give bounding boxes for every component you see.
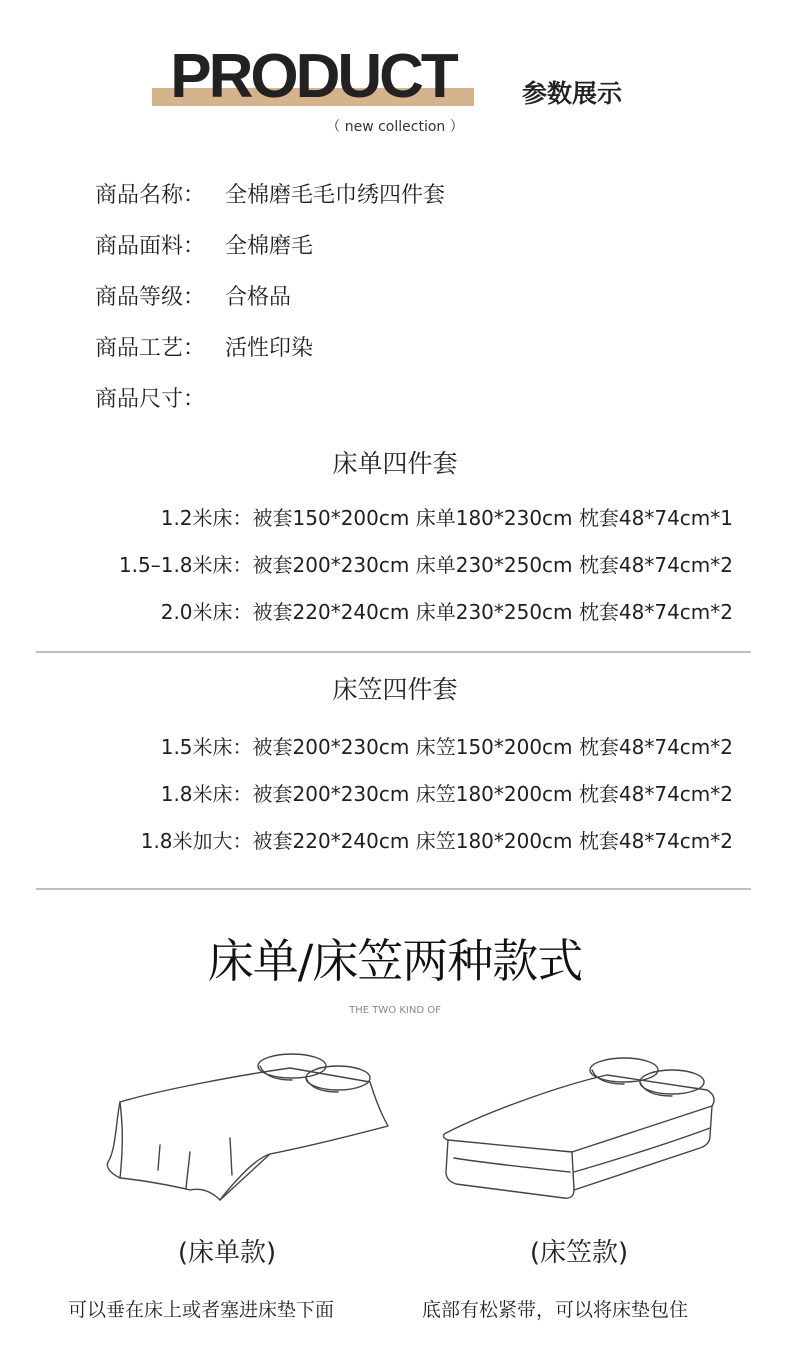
param-row bbox=[95, 229, 445, 280]
size-spec: 被套220*240cm 床笠180*200cm 枕套48*74cm*2 bbox=[252, 829, 733, 853]
flat-sheet-section-title: 床单四件套 bbox=[332, 449, 458, 478]
size-label: 1.2米床： bbox=[160, 506, 253, 530]
param-value: 全棉磨毛毛巾绣四件套 bbox=[225, 183, 446, 208]
two-kind-subtitle: THE TWO KIND OF bbox=[349, 1005, 441, 1016]
param-value: 合格品 bbox=[225, 285, 292, 310]
param-row bbox=[95, 382, 445, 433]
size-row bbox=[0, 594, 733, 641]
two-kind-title: 床单/床笠两种款式 bbox=[207, 934, 583, 988]
fitted-sheet-note: 底部有松紧带，可以将床垫包住 bbox=[422, 1299, 689, 1321]
param-key: 商品等级： bbox=[95, 285, 206, 310]
size-row bbox=[0, 823, 733, 870]
size-spec: 被套200*230cm 床单230*250cm 枕套48*74cm*2 bbox=[252, 553, 733, 577]
flat-sheet-note: 可以垂在床上或者塞进床垫下面 bbox=[68, 1299, 335, 1321]
param-key: 商品工艺： bbox=[95, 336, 206, 361]
param-value: 全棉磨毛 bbox=[225, 234, 314, 259]
size-spec: 被套200*230cm 床笠180*200cm 枕套48*74cm*2 bbox=[252, 782, 733, 806]
size-spec: 被套150*200cm 床单180*230cm 枕套48*74cm*1 bbox=[252, 506, 733, 530]
collection-tagline: （ new collection ） bbox=[326, 119, 464, 135]
fitted-sheet-section-title: 床笠四件套 bbox=[332, 675, 458, 704]
flat-sheet-caption: (床单款) bbox=[177, 1238, 277, 1268]
fitted-sheet-bed-icon bbox=[432, 1040, 722, 1224]
divider bbox=[36, 651, 751, 653]
page-title: PRODUCT bbox=[170, 42, 456, 111]
size-row bbox=[0, 729, 733, 776]
product-params bbox=[95, 178, 445, 433]
page-subtitle: 参数展示 bbox=[522, 79, 623, 108]
param-row bbox=[95, 280, 445, 331]
param-key: 商品尺寸： bbox=[95, 387, 206, 412]
header bbox=[0, 0, 790, 150]
size-row bbox=[0, 776, 733, 823]
size-row bbox=[0, 500, 733, 547]
flat-sheet-size-list bbox=[0, 500, 733, 641]
param-key: 商品面料： bbox=[95, 234, 206, 259]
param-row bbox=[95, 331, 445, 382]
param-value: 活性印染 bbox=[225, 336, 314, 361]
param-key: 商品名称： bbox=[95, 183, 206, 208]
fitted-sheet-caption: (床笠款) bbox=[529, 1238, 629, 1268]
param-row bbox=[95, 178, 445, 229]
flat-sheet-bed-icon bbox=[100, 1040, 400, 1224]
size-spec: 被套220*240cm 床单230*250cm 枕套48*74cm*2 bbox=[252, 600, 733, 624]
divider bbox=[36, 888, 751, 890]
size-label: 1.5–1.8米床： bbox=[118, 553, 253, 577]
size-label: 1.8米加大： bbox=[140, 829, 253, 853]
size-spec: 被套200*230cm 床笠150*200cm 枕套48*74cm*2 bbox=[252, 735, 733, 759]
size-row bbox=[0, 547, 733, 594]
size-label: 1.5米床： bbox=[160, 735, 253, 759]
fitted-sheet-size-list bbox=[0, 729, 733, 870]
size-label: 1.8米床： bbox=[160, 782, 253, 806]
size-label: 2.0米床： bbox=[160, 600, 253, 624]
